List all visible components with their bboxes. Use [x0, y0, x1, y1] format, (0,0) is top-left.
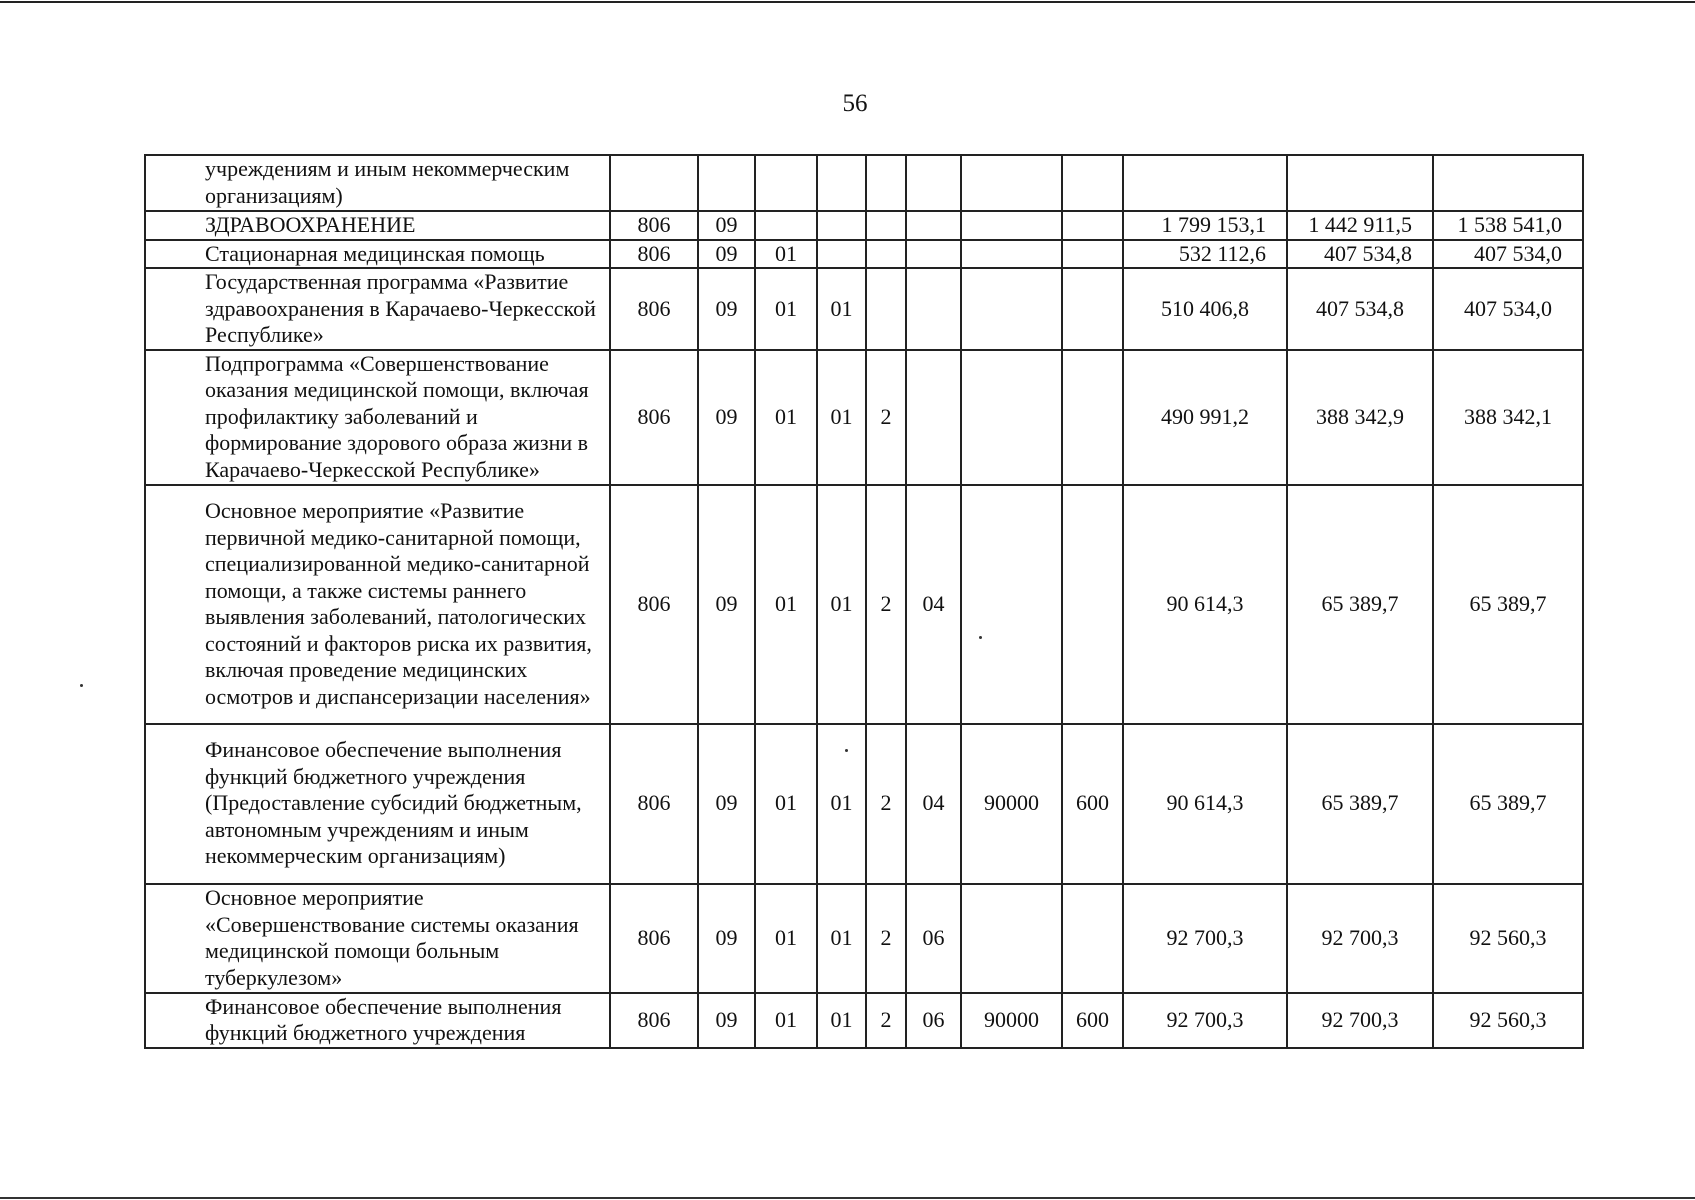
direction-code-cell [961, 350, 1062, 485]
direction-code-cell [961, 240, 1062, 269]
direction-code-cell [961, 485, 1062, 724]
amount-year-3-cell: 388 342,1 [1433, 350, 1583, 485]
section-code-cell: 09 [698, 993, 755, 1048]
subprogram-code-cell [866, 155, 906, 211]
event-code-cell [906, 155, 961, 211]
expense-type-code-cell [1062, 240, 1123, 269]
program-code-cell: 01 [817, 350, 866, 485]
item-name-cell: Государственная программа «Развитие здравоохранения в Карачаево-Черкесской Республике» [145, 268, 610, 350]
subsection-code-cell [755, 155, 817, 211]
ministry-code-cell: 806 [610, 211, 698, 240]
subprogram-code-cell [866, 268, 906, 350]
section-code-cell: 09 [698, 268, 755, 350]
amount-year-2-cell: 1 442 911,5 [1287, 211, 1433, 240]
table-row [145, 350, 1583, 485]
subprogram-code-cell: 2 [866, 350, 906, 485]
table-row [145, 240, 1583, 269]
ministry-code-cell [610, 155, 698, 211]
section-code-cell: 09 [698, 724, 755, 884]
program-code-cell: 01 [817, 485, 866, 724]
expense-type-code-cell [1062, 155, 1123, 211]
scan-speck [845, 749, 848, 752]
expense-type-code-cell [1062, 350, 1123, 485]
program-code-cell [817, 155, 866, 211]
top-rule [0, 1, 1695, 3]
amount-year-3-cell: 92 560,3 [1433, 884, 1583, 993]
subsection-code-cell: 01 [755, 240, 817, 269]
expense-type-code-cell [1062, 211, 1123, 240]
section-code-cell: 09 [698, 240, 755, 269]
program-code-cell [817, 240, 866, 269]
subprogram-code-cell: 2 [866, 884, 906, 993]
amount-year-1-cell: 90 614,3 [1123, 724, 1287, 884]
direction-code-cell [961, 155, 1062, 211]
subsection-code-cell: 01 [755, 724, 817, 884]
event-code-cell: 04 [906, 724, 961, 884]
table-row [145, 268, 1583, 350]
item-name-cell: Основное мероприятие «Развитие первичной медико-санитарной помощи, специализированной медико-санитарной помощи, а также системы раннего выявления заболеваний, патологических состояний и факторов риска их развития, включая проведение медицинских осмотров и диспансеризации населения» [145, 485, 610, 724]
budget-table [144, 154, 1584, 1049]
expense-type-code-cell: 600 [1062, 993, 1123, 1048]
amount-year-1-cell: 92 700,3 [1123, 884, 1287, 993]
amount-year-2-cell: 92 700,3 [1287, 993, 1433, 1048]
amount-year-3-cell [1433, 155, 1583, 211]
amount-year-3-cell: 407 534,0 [1433, 268, 1583, 350]
ministry-code-cell: 806 [610, 485, 698, 724]
amount-year-2-cell: 388 342,9 [1287, 350, 1433, 485]
ministry-code-cell: 806 [610, 724, 698, 884]
program-code-cell: 01 [817, 884, 866, 993]
subsection-code-cell: 01 [755, 485, 817, 724]
amount-year-2-cell: 407 534,8 [1287, 240, 1433, 269]
event-code-cell: 06 [906, 884, 961, 993]
direction-code-cell [961, 884, 1062, 993]
subsection-code-cell: 01 [755, 884, 817, 993]
amount-year-2-cell: 92 700,3 [1287, 884, 1433, 993]
ministry-code-cell: 806 [610, 268, 698, 350]
direction-code-cell: 90000 [961, 724, 1062, 884]
expense-type-code-cell [1062, 485, 1123, 724]
ministry-code-cell: 806 [610, 240, 698, 269]
page-number: 56 [842, 90, 868, 117]
ministry-code-cell: 806 [610, 350, 698, 485]
table-row [145, 211, 1583, 240]
event-code-cell: 04 [906, 485, 961, 724]
subprogram-code-cell: 2 [866, 993, 906, 1048]
event-code-cell [906, 350, 961, 485]
subsection-code-cell: 01 [755, 268, 817, 350]
item-name-cell: Финансовое обеспечение выполнения функций бюджетного учреждения [145, 993, 610, 1048]
expense-type-code-cell [1062, 268, 1123, 350]
table-row [145, 485, 1583, 724]
amount-year-2-cell [1287, 155, 1433, 211]
item-name-cell: Подпрограмма «Совершенствование оказания медицинской помощи, включая профилактику заболеваний и формирование здорового образа жизни в Карачаево-Черкесской Республике» [145, 350, 610, 485]
amount-year-1-cell: 510 406,8 [1123, 268, 1287, 350]
program-code-cell: 01 [817, 268, 866, 350]
amount-year-1-cell: 490 991,2 [1123, 350, 1287, 485]
table-row [145, 993, 1583, 1048]
subsection-code-cell: 01 [755, 993, 817, 1048]
amount-year-1-cell: 532 112,6 [1123, 240, 1287, 269]
subsection-code-cell: 01 [755, 350, 817, 485]
amount-year-2-cell: 407 534,8 [1287, 268, 1433, 350]
expense-type-code-cell: 600 [1062, 724, 1123, 884]
program-code-cell: 01 [817, 724, 866, 884]
item-name-cell: Финансовое обеспечение выполнения функций бюджетного учреждения (Предоставление субсидий бюджетным, автономным учреждениям и иным некоммерческим организациям) [145, 724, 610, 884]
amount-year-3-cell: 65 389,7 [1433, 485, 1583, 724]
program-code-cell [817, 211, 866, 240]
subprogram-code-cell: 2 [866, 724, 906, 884]
table-row [145, 724, 1583, 884]
subsection-code-cell [755, 211, 817, 240]
event-code-cell [906, 240, 961, 269]
amount-year-1-cell [1123, 155, 1287, 211]
event-code-cell [906, 211, 961, 240]
amount-year-2-cell: 65 389,7 [1287, 724, 1433, 884]
program-code-cell: 01 [817, 993, 866, 1048]
amount-year-1-cell: 1 799 153,1 [1123, 211, 1287, 240]
ministry-code-cell: 806 [610, 993, 698, 1048]
section-code-cell: 09 [698, 485, 755, 724]
scan-speck [80, 684, 83, 687]
item-name-cell: ЗДРАВООХРАНЕНИЕ [145, 211, 610, 240]
subprogram-code-cell: 2 [866, 485, 906, 724]
bottom-rule [0, 1197, 1695, 1199]
item-name-cell: Стационарная медицинская помощь [145, 240, 610, 269]
amount-year-3-cell: 407 534,0 [1433, 240, 1583, 269]
item-name-cell: Основное мероприятие «Совершенствование системы оказания медицинской помощи больным туберкулезом» [145, 884, 610, 993]
amount-year-1-cell: 90 614,3 [1123, 485, 1287, 724]
section-code-cell: 09 [698, 350, 755, 485]
amount-year-3-cell: 1 538 541,0 [1433, 211, 1583, 240]
item-name-cell: учреждениям и иным некоммерческим организациям) [145, 155, 610, 211]
amount-year-2-cell: 65 389,7 [1287, 485, 1433, 724]
section-code-cell: 09 [698, 211, 755, 240]
section-code-cell [698, 155, 755, 211]
table-row [145, 155, 1583, 211]
section-code-cell: 09 [698, 884, 755, 993]
direction-code-cell: 90000 [961, 993, 1062, 1048]
ministry-code-cell: 806 [610, 884, 698, 993]
scan-speck [979, 636, 982, 639]
direction-code-cell [961, 211, 1062, 240]
subprogram-code-cell [866, 240, 906, 269]
amount-year-1-cell: 92 700,3 [1123, 993, 1287, 1048]
event-code-cell: 06 [906, 993, 961, 1048]
direction-code-cell [961, 268, 1062, 350]
subprogram-code-cell [866, 211, 906, 240]
table-row [145, 884, 1583, 993]
expense-type-code-cell [1062, 884, 1123, 993]
amount-year-3-cell: 65 389,7 [1433, 724, 1583, 884]
amount-year-3-cell: 92 560,3 [1433, 993, 1583, 1048]
event-code-cell [906, 268, 961, 350]
table-body [145, 155, 1583, 1048]
